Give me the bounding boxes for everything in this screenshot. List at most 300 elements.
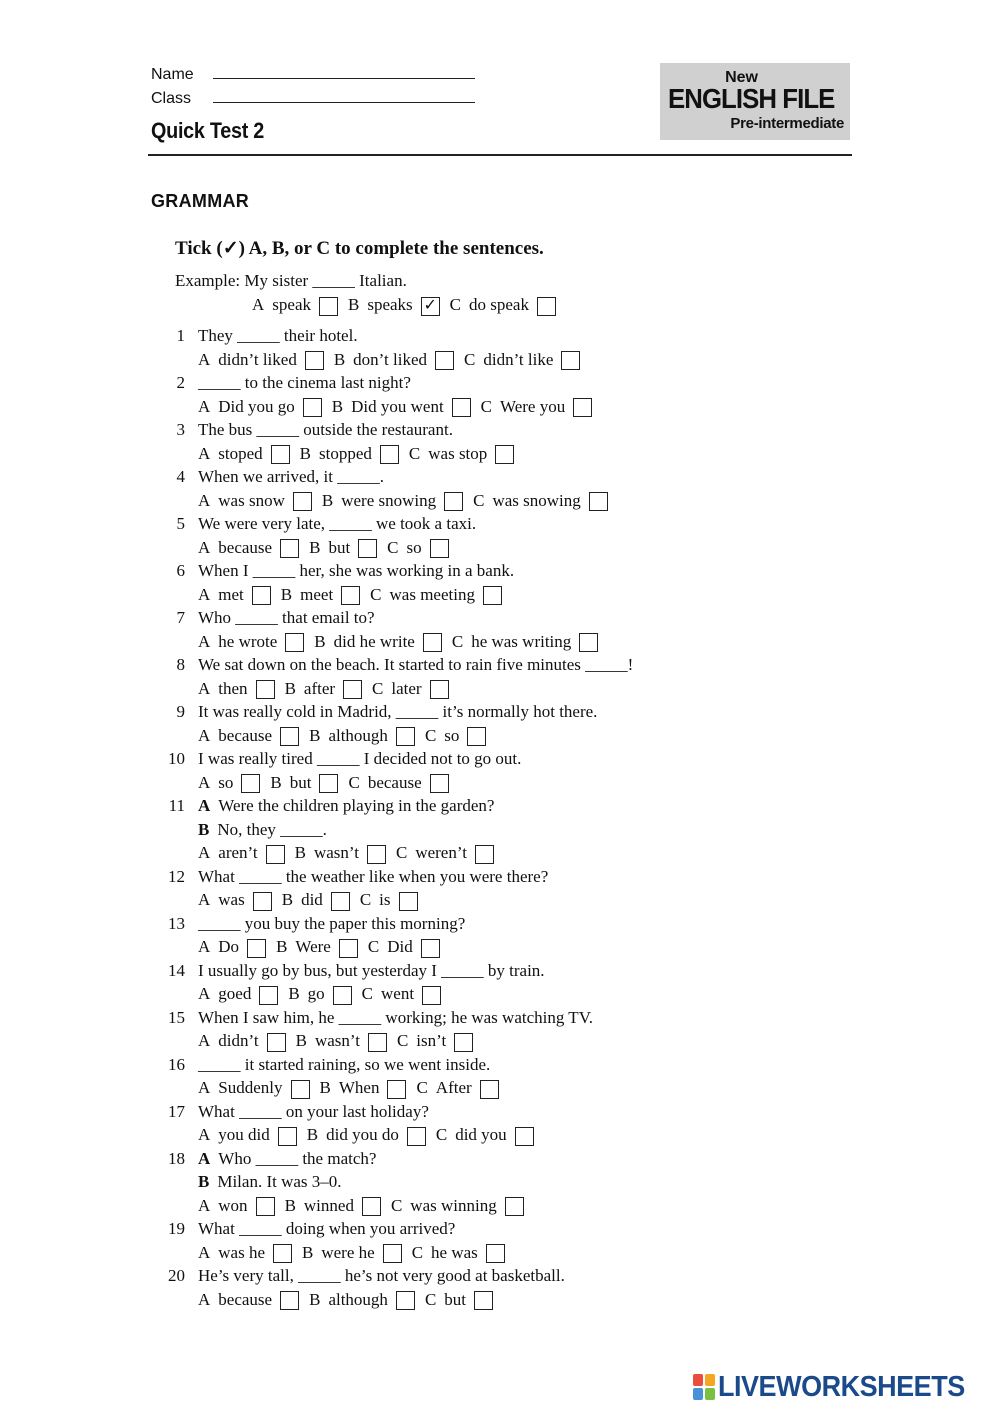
question-options [198,1290,503,1310]
option-text: he was [431,1242,478,1262]
question-text: It was really cold in Madrid, _____ it’s normally hot there. [198,702,598,721]
option-letter: C [348,772,360,792]
answer-option [198,585,271,605]
speaker-label: B [198,819,210,839]
answer-checkbox[interactable] [515,1127,534,1146]
question-options [198,1243,515,1263]
answer-option [198,984,278,1004]
option-letter: A [198,1195,211,1215]
answer-checkbox[interactable] [358,539,377,558]
answer-option [198,773,260,793]
speaker-label: A [198,1148,211,1168]
answer-option [464,350,580,370]
answer-option [368,937,440,957]
class-field [151,89,475,108]
option-text: aren’t [218,843,258,862]
answer-option [320,1078,407,1098]
answer-checkbox[interactable] [454,1033,473,1052]
question-number: 10 [168,749,185,768]
dialogue-line [198,1149,376,1169]
option-letter: B [281,890,294,909]
option-text: were he [321,1242,375,1262]
question-text: We sat down on the beach. It started to rain five minutes _____! [198,655,634,674]
question-text: What _____ on your last holiday? [198,1101,429,1121]
question-options [198,1196,534,1216]
option-text: Suddenly [218,1078,283,1097]
option-letter: C [372,678,384,698]
option-text: because [218,725,273,745]
liveworksheets-logo [693,1372,983,1402]
answer-checkbox[interactable] [339,939,358,958]
question-number: 1 [176,326,185,345]
answer-option [252,295,338,315]
question-options [198,843,504,863]
option-text: didn’t liked [218,349,297,369]
option-text: although [328,725,388,745]
answer-checkbox[interactable] [319,774,338,793]
option-letter: C [411,1242,424,1262]
option-letter: A [198,772,211,792]
answer-checkbox[interactable] [474,1291,493,1310]
answer-checkbox[interactable] [589,492,608,511]
question-number: 2 [176,373,185,392]
answer-option [370,585,502,605]
question-text: I usually go by bus, but yesterday I _____ by train. [198,960,545,980]
question-number: 13 [168,913,185,933]
answer-checkbox[interactable] [252,586,271,605]
answer-checkbox[interactable] [293,492,312,511]
header-divider [148,154,852,156]
answer-option [288,984,351,1004]
option-letter: B [280,584,293,604]
option-text: speaks [367,295,413,314]
option-text: were snowing [341,490,437,510]
question-number: 8 [176,655,185,674]
answer-checkbox[interactable] [430,680,449,699]
question-number: 20 [168,1266,185,1285]
option-letter: A [198,937,211,956]
answer-checkbox[interactable] [387,1080,406,1099]
option-text: was winning [410,1195,497,1215]
question-number: 9 [176,702,185,721]
option-letter: A [198,984,211,1003]
answer-checkbox[interactable] [285,633,304,652]
question-options [198,984,451,1004]
icon-block [705,1388,715,1400]
answer-checkbox[interactable] [483,586,502,605]
answer-option [397,1031,473,1051]
instruction-before: Tick ( [175,238,223,259]
question-text: When we arrived, it _____. [198,467,384,486]
option-letter: C [451,631,464,651]
option-letter: A [198,678,211,698]
class-label: Class [151,90,192,107]
answer-option [436,1125,534,1145]
option-text: Did you go [218,396,295,416]
answer-option [198,397,322,417]
answer-option [296,1031,387,1051]
question-text: When I _____ her, she was working in a bank. [198,561,515,580]
answer-checkbox[interactable] [452,398,471,417]
answer-checkbox[interactable] [273,1244,292,1263]
question-text: What _____ doing when you arrived? [198,1219,456,1238]
answer-checkbox[interactable] [407,1127,426,1146]
option-letter: B [321,490,334,510]
answer-option [322,491,463,511]
question-text: The bus _____ outside the restaurant. [198,420,453,439]
answer-option [307,1125,426,1145]
answer-checkbox[interactable] [486,1244,505,1263]
question-options [198,1031,483,1051]
answer-option [391,1196,524,1216]
answer-option [295,843,386,863]
answer-checkbox[interactable] [343,680,362,699]
answer-option [473,491,608,511]
option-letter: A [198,396,211,416]
option-text: was he [218,1242,266,1262]
option-text: but [328,537,351,557]
question-text: What _____ the weather like when you were there? [198,866,549,886]
answer-option [198,726,299,746]
question-options [198,890,428,910]
answer-checkbox[interactable] [435,351,454,370]
answer-checkbox[interactable] [362,1197,381,1216]
option-text: was snow [218,490,285,510]
option-text: After [435,1078,472,1097]
option-text: do speak [469,295,529,314]
question-number: 18 [168,1148,185,1168]
option-letter: B [295,1031,307,1050]
option-letter: B [284,1195,296,1215]
answer-option [198,843,285,863]
option-text: weren’t [415,843,467,862]
option-text: he wrote [218,631,278,651]
answer-checkbox[interactable] [561,351,580,370]
option-letter: C [424,725,437,745]
question-text: We were very late, _____ we took a taxi. [198,514,477,533]
option-letter: B [276,937,288,956]
option-text: Were you [500,396,566,416]
option-letter: B [306,1125,319,1144]
question-number: 16 [168,1054,185,1074]
answer-option [276,937,358,957]
option-text: Did you went [351,396,444,416]
option-text: was meeting [389,584,475,604]
name-input-line[interactable] [213,65,475,79]
answer-checkbox[interactable] [267,1033,286,1052]
option-text: stopped [319,443,372,463]
answer-option [396,843,494,863]
option-letter: A [198,490,211,510]
speaker-label: B [198,1172,210,1191]
answer-checkbox[interactable] [303,398,322,417]
option-text: because [218,1289,273,1309]
answer-checkbox[interactable] [380,445,399,464]
answer-option [198,1290,299,1310]
answer-option [314,632,442,652]
answer-checkbox[interactable] [333,986,352,1005]
option-letter: A [198,443,211,463]
question-options [198,937,450,957]
question-text: _____ you buy the paper this morning? [198,913,466,933]
question-text: When I saw him, he _____ working; he was watching TV. [198,1007,594,1027]
option-text: Do [218,937,240,956]
option-text: didn’t [218,1031,259,1050]
option-text: did he write [333,631,415,651]
answer-checkbox[interactable] [253,892,272,911]
answer-checkbox[interactable] [247,939,266,958]
answer-checkbox[interactable] [305,351,324,370]
option-text: so [218,772,234,792]
option-text: Did [387,937,413,956]
tick-icon: ✓ [222,238,239,259]
answer-option [309,538,377,558]
answer-option [360,890,418,910]
answer-option [481,397,593,417]
option-letter: A [198,1289,211,1309]
option-letter: B [294,843,306,862]
answer-checkbox[interactable] [367,845,386,864]
option-letter: C [473,490,485,510]
option-letter: C [396,1031,409,1050]
instruction-after: ) A, B, or C to complete the sentences. [238,238,544,259]
name-label: Name [151,66,194,83]
answer-checkbox[interactable] [573,398,592,417]
option-text: Were [295,937,331,956]
option-text: stoped [218,443,263,463]
answer-checkbox[interactable] [256,680,275,699]
answer-checkbox[interactable]: ✓ [421,297,440,316]
option-letter: A [198,631,211,651]
option-text: went [381,984,415,1003]
answer-checkbox[interactable] [537,297,556,316]
question-number: 3 [176,420,185,439]
answer-checkbox[interactable] [422,986,441,1005]
option-text: because [367,772,422,792]
option-text: was [218,890,245,909]
dialogue-line [198,820,327,840]
question-options [198,1125,544,1145]
answer-checkbox[interactable] [430,774,449,793]
option-letter: A [198,1242,211,1262]
question-number: 5 [176,514,185,533]
answer-option [198,1196,275,1216]
speaker-label: A [198,796,211,815]
logo-main: ENGLISH FILE [668,83,835,114]
answer-option [309,1290,415,1310]
option-letter: C [449,295,462,314]
answer-checkbox[interactable] [256,1197,275,1216]
option-letter: A [198,725,211,745]
option-text: is [379,890,391,909]
option-text: although [328,1289,388,1309]
answer-checkbox[interactable] [280,1291,299,1310]
answer-option [362,984,441,1004]
answer-option [387,538,448,558]
answer-option [282,890,350,910]
logo-new: New [725,69,758,86]
question-options [198,397,602,417]
question-number: 7 [176,608,185,627]
name-field [151,65,475,84]
instruction [175,237,544,260]
english-file-logo [660,63,850,140]
option-text: was stop [428,443,488,463]
option-letter: B [309,1289,321,1309]
option-letter: C [390,1195,403,1215]
option-text: speak [272,295,311,314]
option-text: but [289,772,312,792]
answer-option [198,538,299,558]
question-options [198,1078,509,1098]
dialogue-line [198,1172,342,1192]
option-letter: A [198,349,211,369]
option-letter: A [252,295,265,314]
answer-checkbox[interactable] [480,1080,499,1099]
answer-option [300,444,399,464]
option-text: because [218,537,273,557]
answer-option [281,585,360,605]
option-letter: B [314,631,326,651]
dialogue-line [198,796,494,816]
option-letter: B [333,349,346,369]
answer-option [452,632,598,652]
option-text: When [338,1078,380,1097]
option-letter: C [480,396,493,416]
answer-checkbox[interactable] [396,727,415,746]
answer-option [198,1125,297,1145]
question-number: 17 [168,1101,185,1121]
option-text: goed [218,984,252,1003]
answer-checkbox[interactable] [278,1127,297,1146]
option-letter: A [198,890,211,909]
question-number: 6 [176,561,185,580]
question-options [198,444,524,464]
answer-checkbox[interactable] [430,539,449,558]
liveworksheets-icon [693,1374,715,1400]
option-text: wasn’t [313,843,359,862]
option-text: didn’t like [483,349,554,369]
option-text: did you do [326,1125,399,1144]
answer-option [425,1290,493,1310]
answer-checkbox[interactable] [495,445,514,464]
question-number: 4 [176,467,185,486]
example-sentence: Example: My sister _____ Italian. [175,271,407,290]
answer-checkbox[interactable] [331,892,350,911]
answer-checkbox[interactable] [396,1291,415,1310]
answer-checkbox[interactable] [291,1080,310,1099]
answer-checkbox[interactable] [271,445,290,464]
answer-option [198,890,272,910]
option-letter: C [395,843,408,862]
option-letter: B [319,1078,331,1097]
answer-checkbox[interactable] [259,986,278,1005]
option-letter: C [367,937,380,956]
icon-block [693,1388,703,1400]
option-text: won [218,1195,248,1215]
option-text: so [406,537,422,557]
answer-option [198,350,324,370]
answer-option [198,1078,310,1098]
question-options [198,679,459,699]
answer-checkbox[interactable] [280,727,299,746]
question-number: 14 [168,960,185,980]
answer-checkbox[interactable] [383,1244,402,1263]
option-letter: A [198,1125,211,1144]
question-number: 12 [168,866,185,886]
answer-option [270,773,338,793]
class-input-line[interactable] [213,89,475,103]
question-options [198,491,618,511]
answer-checkbox[interactable] [579,633,598,652]
option-letter: B [331,396,344,416]
option-letter: B [302,1242,314,1262]
question-number: 11 [168,796,185,815]
answer-option [198,1243,292,1263]
section-heading: GRAMMAR [151,191,250,211]
answer-checkbox[interactable] [423,633,442,652]
answer-checkbox[interactable] [368,1033,387,1052]
option-text: did [301,890,323,909]
question-text: He’s very tall, _____ he’s not very good at basketball. [198,1266,565,1285]
question-number: 19 [168,1219,185,1238]
answer-checkbox[interactable] [475,845,494,864]
option-letter: B [288,984,300,1003]
answer-option [348,295,440,315]
option-text: then [218,678,248,698]
answer-option [348,773,448,793]
answer-checkbox[interactable] [280,539,299,558]
option-letter: B [348,295,360,314]
answer-option [198,679,275,699]
option-text: meet [300,584,334,604]
answer-option [334,350,454,370]
option-text: met [218,584,244,604]
answer-checkbox[interactable] [505,1197,524,1216]
question-text: I was really tired _____ I decided not to go out. [198,749,522,768]
question-options [198,585,512,605]
answer-checkbox[interactable] [399,892,418,911]
answer-checkbox[interactable] [319,297,338,316]
answer-option [412,1243,505,1263]
dialogue-text: Milan. It was 3–0. [217,1172,342,1191]
option-text: after [303,678,336,698]
answer-checkbox[interactable] [341,586,360,605]
answer-option [372,679,449,699]
option-letter: A [198,537,211,557]
question-text: _____ it started raining, so we went inside. [198,1054,491,1074]
answer-checkbox[interactable] [421,939,440,958]
option-letter: C [424,1289,437,1309]
answer-checkbox[interactable] [241,774,260,793]
question-text: Who _____ that email to? [198,608,375,627]
answer-checkbox[interactable] [467,727,486,746]
answer-option [198,491,312,511]
answer-checkbox[interactable] [444,492,463,511]
option-text: but [444,1289,467,1309]
dialogue-text: Who _____ the match? [218,1148,377,1168]
answer-checkbox[interactable] [266,845,285,864]
question-options [198,773,459,793]
answer-option [425,726,486,746]
option-text: go [307,984,325,1003]
option-letter: C [464,349,476,369]
question-text: They _____ their hotel. [198,326,358,345]
example-options [252,295,566,315]
option-letter: B [309,725,321,745]
answer-option [198,632,304,652]
answer-option [198,937,266,957]
